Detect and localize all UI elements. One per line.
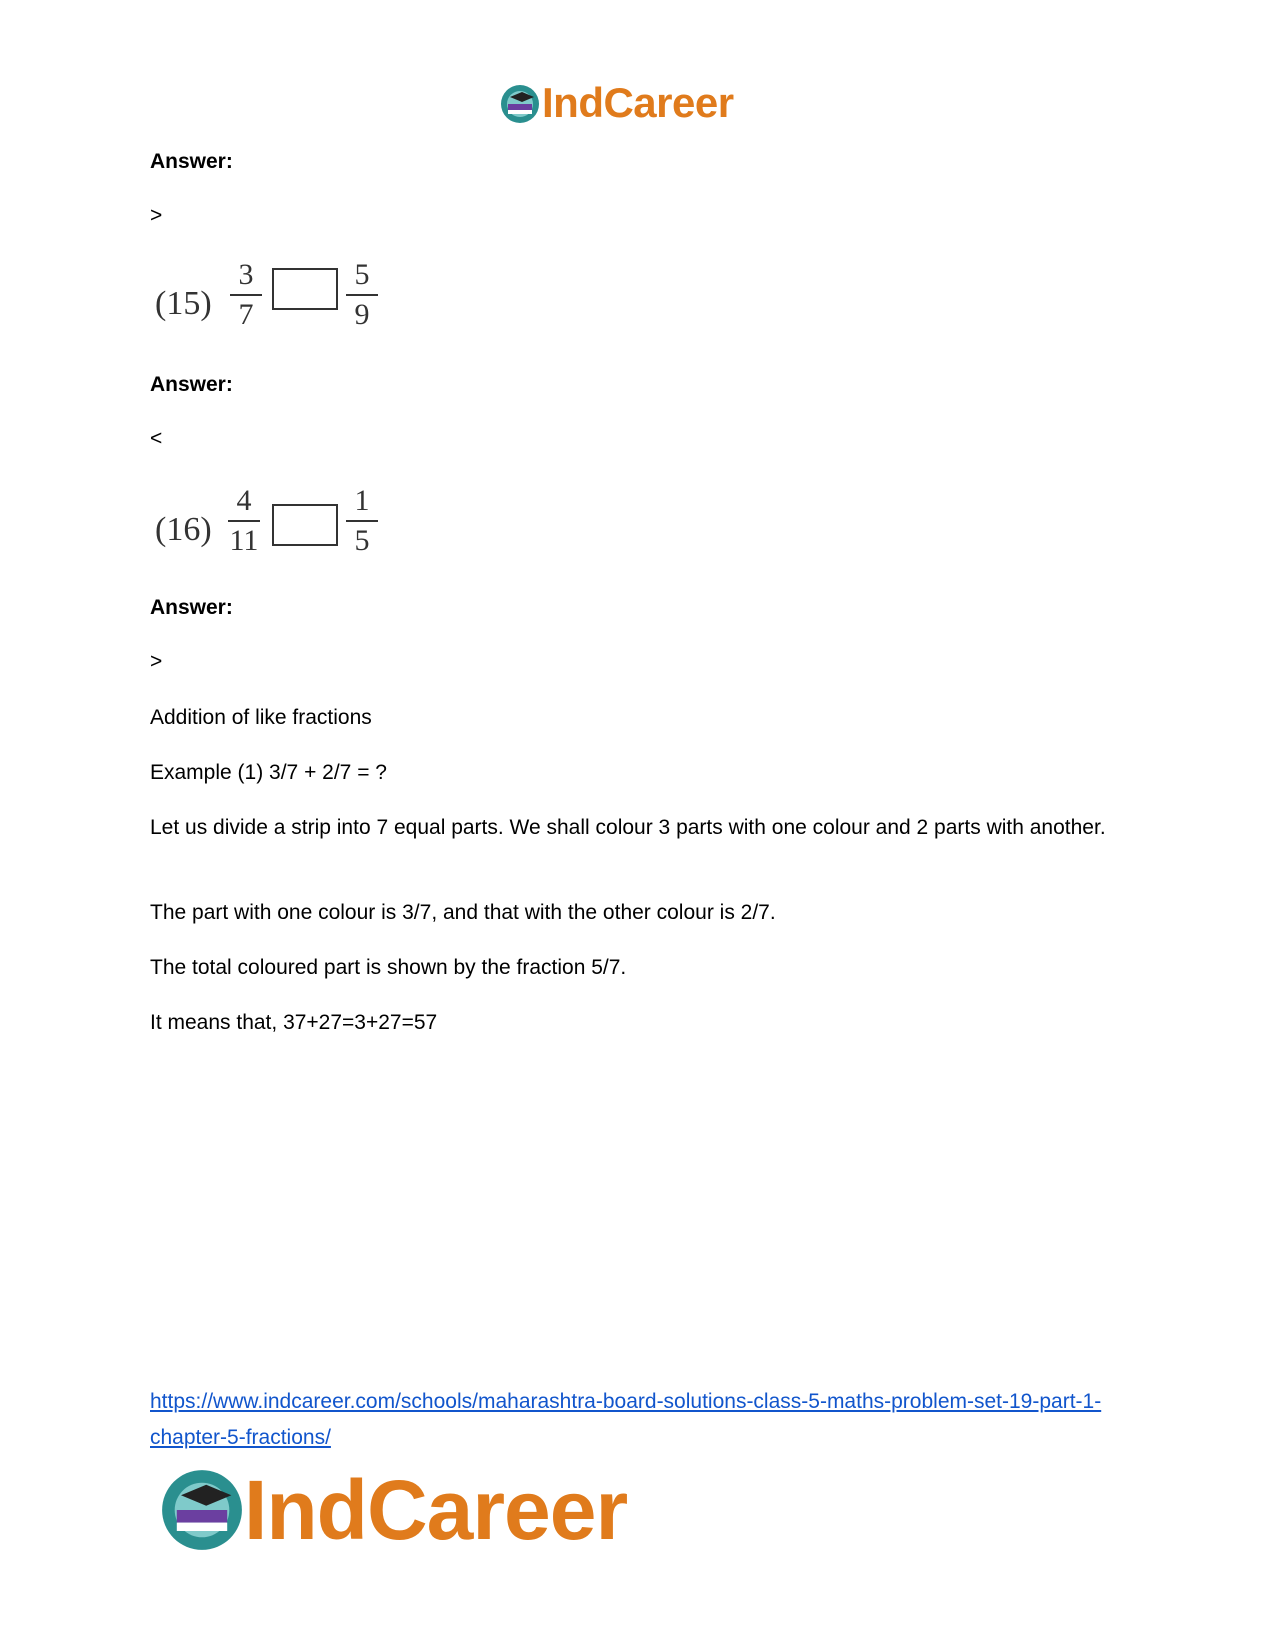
paragraph: Let us divide a strip into 7 equal parts. We shall colour 3 parts with one colour and 2 parts with another. — [150, 816, 1106, 839]
header-logo — [500, 78, 780, 128]
paragraph: The part with one colour is 3/7, and that with the other colour is 2/7. — [150, 901, 776, 924]
fraction-left: 4 11 — [229, 484, 259, 557]
logo-wordmark: IndCareer — [542, 79, 734, 126]
paragraph: It means that, 37+27=3+27=57 — [150, 1011, 438, 1034]
problem-15 — [150, 258, 410, 348]
example-line: Example (1) 3/7 + 2/7 = ? — [150, 761, 387, 784]
source-link[interactable]: https://www.indcareer.com/schools/maharashtra-board-solutions-class-5-maths-problem-set-19-part-1-chapter-5-fractions/ — [150, 1390, 1102, 1449]
answer-box — [272, 504, 338, 546]
answer-box — [272, 268, 338, 310]
answer-label: Answer: — [150, 150, 233, 173]
problem-number: (15) — [155, 285, 212, 322]
answer-label: Answer: — [150, 373, 233, 396]
globe-books-icon — [160, 1468, 244, 1552]
globe-books-icon — [500, 84, 540, 124]
problem-16 — [150, 484, 410, 574]
answer-value: > — [150, 650, 163, 673]
fraction-left: 3 7 — [226, 258, 266, 332]
section-heading: Addition of like fractions — [150, 706, 372, 729]
logo-wordmark: IndCareer — [244, 1463, 628, 1557]
answer-value: < — [150, 427, 163, 450]
fraction-right: 1 5 — [342, 484, 382, 558]
fraction-right: 5 9 — [342, 258, 382, 332]
paragraph: The total coloured part is shown by the fraction 5/7. — [150, 956, 627, 979]
answer-label: Answer: — [150, 596, 233, 619]
problem-number: (16) — [155, 511, 212, 548]
footer-logo — [160, 1463, 700, 1557]
answer-value: > — [150, 204, 163, 227]
